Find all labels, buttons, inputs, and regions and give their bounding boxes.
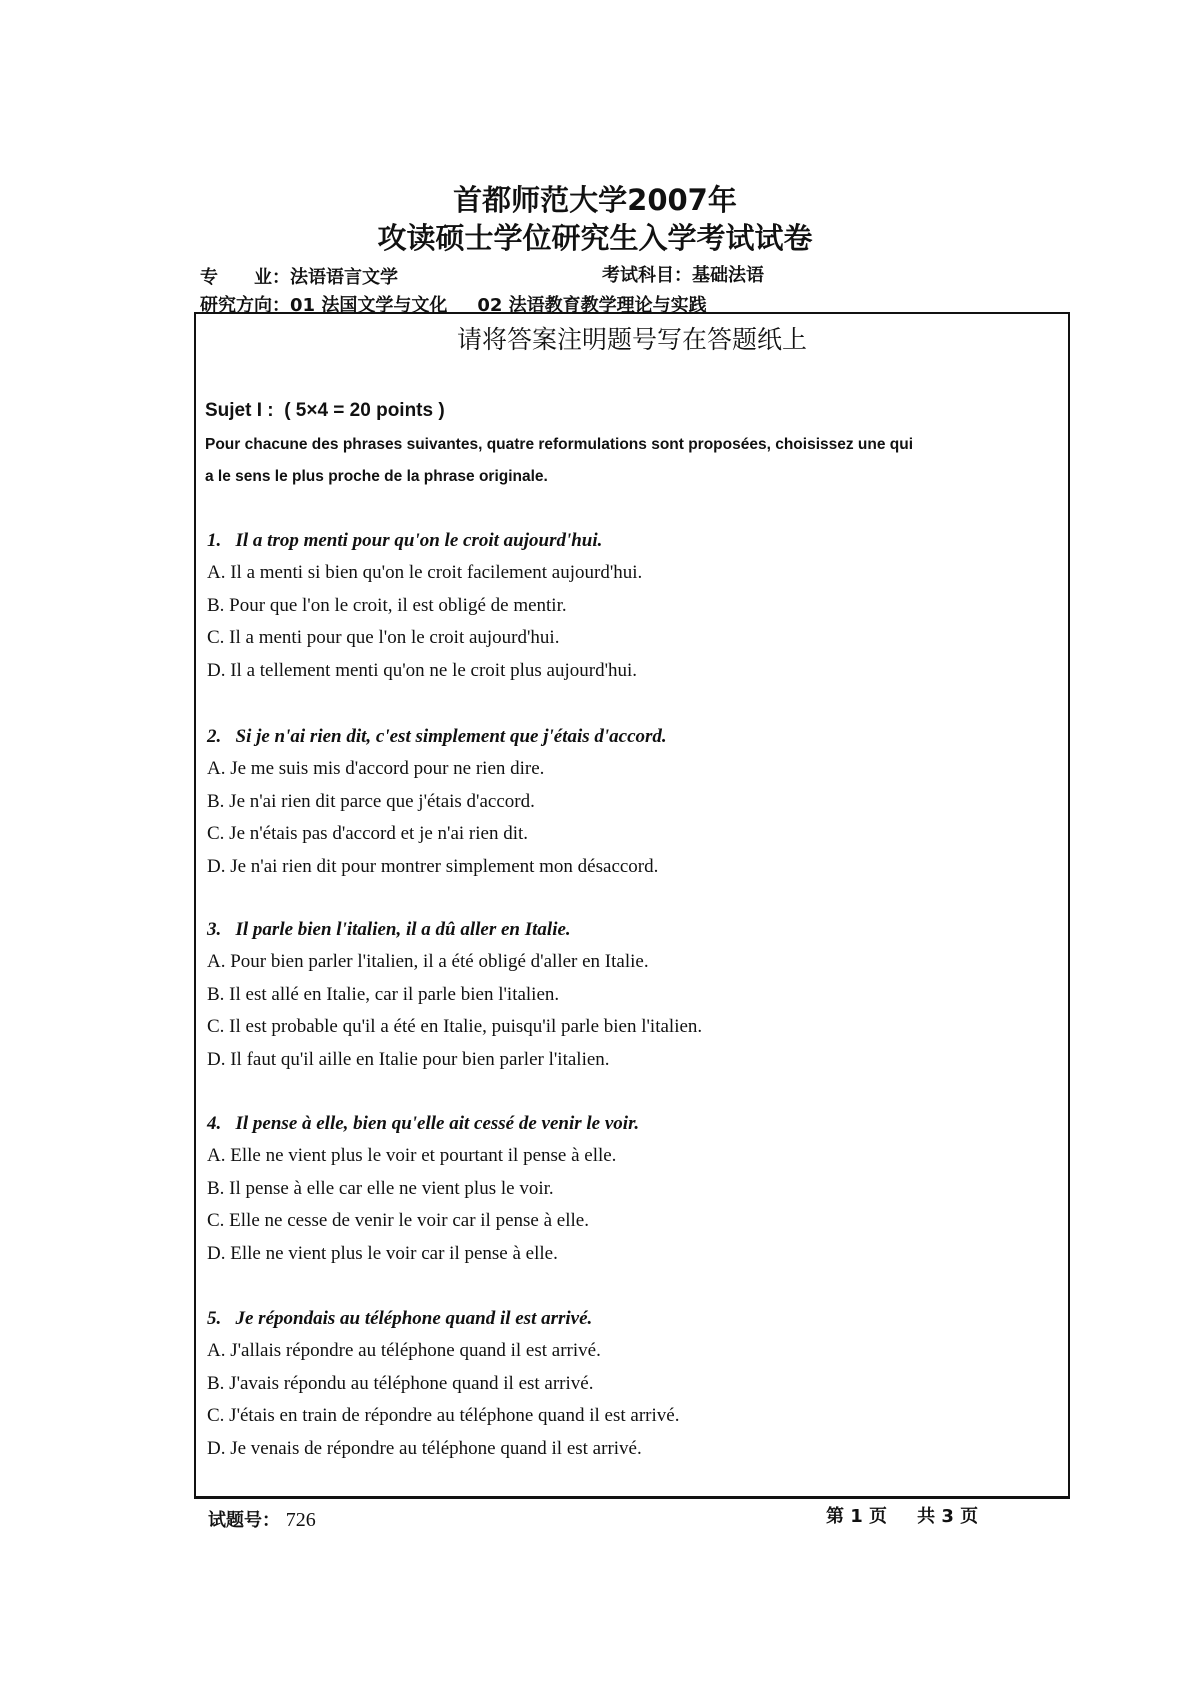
exam-code-label: 试题号： (208, 1510, 280, 1531)
question-text: Si je n'ai rien dit, c'est simplement que j'étais d'accord. (235, 726, 667, 747)
section-title: Sujet I : (205, 400, 274, 421)
answer-option: B. J'avais répondu au téléphone quand il est arrivé. (207, 1372, 594, 1394)
question-text: Il pense à elle, bien qu'elle ait cessé de venir le voir. (235, 1113, 640, 1134)
question-1 (207, 530, 602, 552)
answer-option: D. Je n'ai rien dit pour montrer simplement mon désaccord. (207, 855, 659, 877)
answer-option: C. J'étais en train de répondre au téléphone quand il est arrivé. (207, 1405, 680, 1426)
exam-title: 攻读硕士学位研究生入学考试试卷 (377, 221, 813, 255)
subject-field (602, 261, 764, 287)
major-field (200, 263, 398, 289)
question-3 (207, 919, 571, 941)
subject-value: 基础法语 (692, 265, 764, 286)
question-5 (207, 1308, 592, 1330)
instruction-line-1: Pour chacune des phrases suivantes, quatre reformulations sont proposées, choisissez une qui (205, 436, 914, 453)
major-label: 专 业： (200, 267, 290, 288)
question-number: 1. (207, 530, 222, 551)
subject-label: 考试科目： (602, 265, 692, 286)
answer-notice: 请将答案注明题号写在答题纸上 (456, 325, 807, 354)
answer-option: B. Il est allé en Italie, car il parle bien l'italien. (207, 983, 560, 1005)
answer-option: C. Il est probable qu'il a été en Italie, puisqu'il parle bien l'italien. (207, 1016, 703, 1037)
answer-option: A. Il a menti si bien qu'on le croit facilement aujourd'hui. (207, 562, 643, 583)
question-text: Il parle bien l'italien, il a dû aller en Italie. (235, 919, 571, 940)
direction-label: 研究方向： (200, 295, 290, 316)
page-total: 共 3 页 (917, 1506, 979, 1527)
question-number: 2. (207, 726, 222, 747)
direction-2: 02 法语教育教学理论与实践 (477, 295, 707, 316)
answer-option: C. Il a menti pour que l'on le croit aujourd'hui. (207, 627, 560, 648)
answer-option: D. Elle ne vient plus le voir car il pense à elle. (207, 1242, 558, 1264)
exam-code (208, 1506, 316, 1532)
exam-title-university: 首都师范大学2007年 (453, 183, 737, 217)
page-number (826, 1502, 978, 1528)
answer-option: C. Je n'étais pas d'accord et je n'ai rien dit. (207, 823, 529, 844)
answer-option: B. Je n'ai rien dit parce que j'étais d'accord. (207, 790, 535, 812)
exam-code-value: 726 (285, 1509, 316, 1531)
question-text: Je répondais au téléphone quand il est arrivé. (235, 1308, 593, 1329)
answer-option: C. Elle ne cesse de venir le voir car il pense à elle. (207, 1210, 589, 1231)
answer-option: D. Je venais de répondre au téléphone quand il est arrivé. (207, 1437, 642, 1459)
direction-1: 01 法国文学与文化 (290, 295, 448, 316)
page-current: 第 1 页 (826, 1506, 888, 1527)
section-heading (205, 400, 445, 422)
answer-option: A. Je me suis mis d'accord pour ne rien dire. (207, 758, 545, 779)
question-2 (207, 726, 667, 748)
answer-option: A. J'allais répondre au téléphone quand il est arrivé. (207, 1340, 601, 1361)
major-value: 法语语言文学 (290, 267, 398, 288)
question-number: 3. (207, 919, 222, 940)
answer-option: D. Il a tellement menti qu'on ne le croit plus aujourd'hui. (207, 659, 638, 681)
instruction-line-2: a le sens le plus proche de la phrase originale. (205, 468, 548, 485)
question-text: Il a trop menti pour qu'on le croit aujourd'hui. (235, 530, 603, 551)
answer-option: A. Pour bien parler l'italien, il a été obligé d'aller en Italie. (207, 951, 649, 972)
answer-option: A. Elle ne vient plus le voir et pourtant il pense à elle. (207, 1145, 617, 1166)
question-number: 5. (207, 1308, 222, 1329)
section-points: ( 5×4 = 20 points ) (284, 400, 445, 421)
answer-option: B. Pour que l'on le croit, il est obligé de mentir. (207, 594, 567, 616)
question-4 (207, 1113, 639, 1135)
answer-option: B. Il pense à elle car elle ne vient plus le voir. (207, 1177, 554, 1199)
answer-option: D. Il faut qu'il aille en Italie pour bien parler l'italien. (207, 1048, 610, 1070)
question-number: 4. (207, 1113, 222, 1134)
